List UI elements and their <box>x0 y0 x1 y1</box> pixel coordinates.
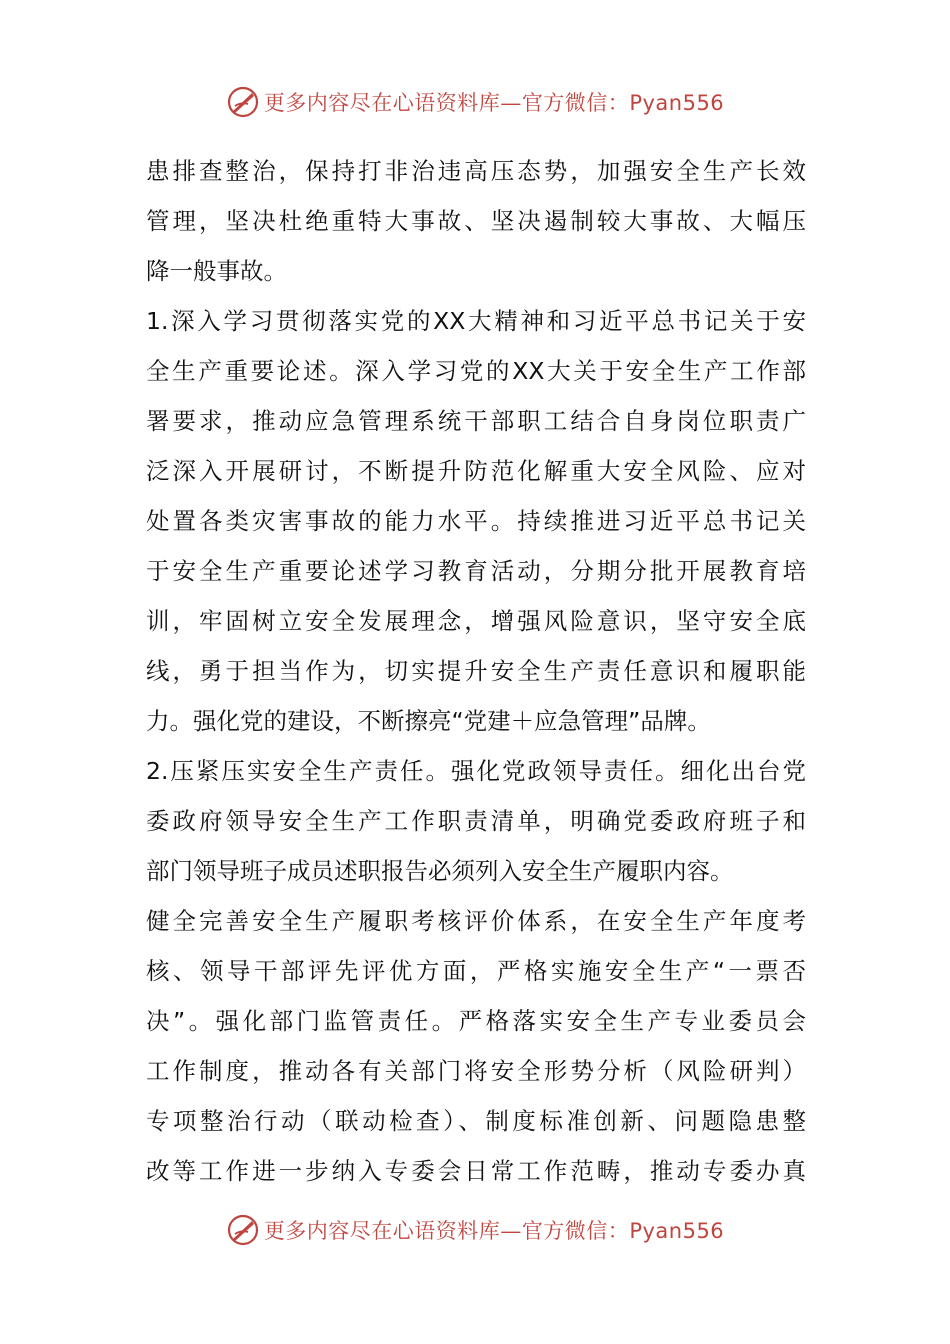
watermark-wechat-id: Pyan556 <box>629 1219 725 1243</box>
watermark-footer <box>0 1210 950 1250</box>
text-line: 专项整治行动（联动检查）、制度标准创新、问题隐患整 <box>146 1107 806 1135</box>
text-line: 委政府领导安全生产工作职责清单，明确党委政府班子和 <box>146 807 806 835</box>
quill-logo-icon <box>226 85 260 119</box>
text-line: 工作制度，推动各有关部门将安全形势分析（风险研判） <box>146 1057 806 1085</box>
watermark-prefix: 更多内容尽在心语资料库 <box>263 91 501 115</box>
watermark-dash: — <box>500 1219 522 1243</box>
quill-logo-icon <box>226 1213 260 1247</box>
text-line: 决”。强化部门监管责任。严格落实安全生产专业委员会 <box>146 1007 806 1035</box>
text-line: 管理，坚决杜绝重特大事故、坚决遏制较大事故、大幅压 <box>146 207 806 235</box>
text-line: 线，勇于担当作为，切实提升安全生产责任意识和履职能 <box>146 657 806 685</box>
text-line: 健全完善安全生产履职考核评价体系，在安全生产年度考 <box>146 907 806 935</box>
text-line: 力。强化党的建设，不断擦亮“党建＋应急管理”品牌。 <box>146 707 711 735</box>
text-line: 于安全生产重要论述学习教育活动，分期分批开展教育培 <box>146 557 806 585</box>
document-body <box>146 146 806 1196</box>
text-line: 泛深入开展研讨，不断提升防范化解重大安全风险、应对 <box>146 457 806 485</box>
watermark-header <box>0 82 950 122</box>
text-line: 全生产重要论述。深入学习党的XX大关于安全生产工作部 <box>146 357 806 385</box>
text-line: 核、领导干部评先评优方面，严格实施安全生产“一票否 <box>146 957 806 985</box>
text-line: 训，牢固树立安全发展理念，增强风险意识，坚守安全底 <box>146 607 806 635</box>
watermark-prefix: 更多内容尽在心语资料库 <box>263 1219 501 1243</box>
text-line: 1.深入学习贯彻落实党的XX大精神和习近平总书记关于安 <box>146 307 806 335</box>
text-line: 改等工作进一步纳入专委会日常工作范畴，推动专委办真 <box>146 1157 806 1185</box>
text-line: 部门领导班子成员述职报告必须列入安全生产履职内容。 <box>146 857 734 885</box>
watermark-wechat-label: 官方微信： <box>521 1219 630 1243</box>
text-line: 署要求，推动应急管理系统干部职工结合自身岗位职责广 <box>146 407 806 435</box>
text-line: 患排查整治，保持打非治违高压态势，加强安全生产长效 <box>146 157 806 185</box>
watermark-text <box>264 87 724 117</box>
watermark-wechat-label: 官方微信： <box>521 91 630 115</box>
watermark-text <box>264 1215 724 1245</box>
watermark-dash: — <box>500 91 522 115</box>
text-line: 2.压紧压实安全生产责任。强化党政领导责任。细化出台党 <box>146 757 806 785</box>
text-line: 降一般事故。 <box>146 257 287 285</box>
text-line: 处置各类灾害事故的能力水平。持续推进习近平总书记关 <box>146 507 806 535</box>
watermark-wechat-id: Pyan556 <box>629 91 725 115</box>
